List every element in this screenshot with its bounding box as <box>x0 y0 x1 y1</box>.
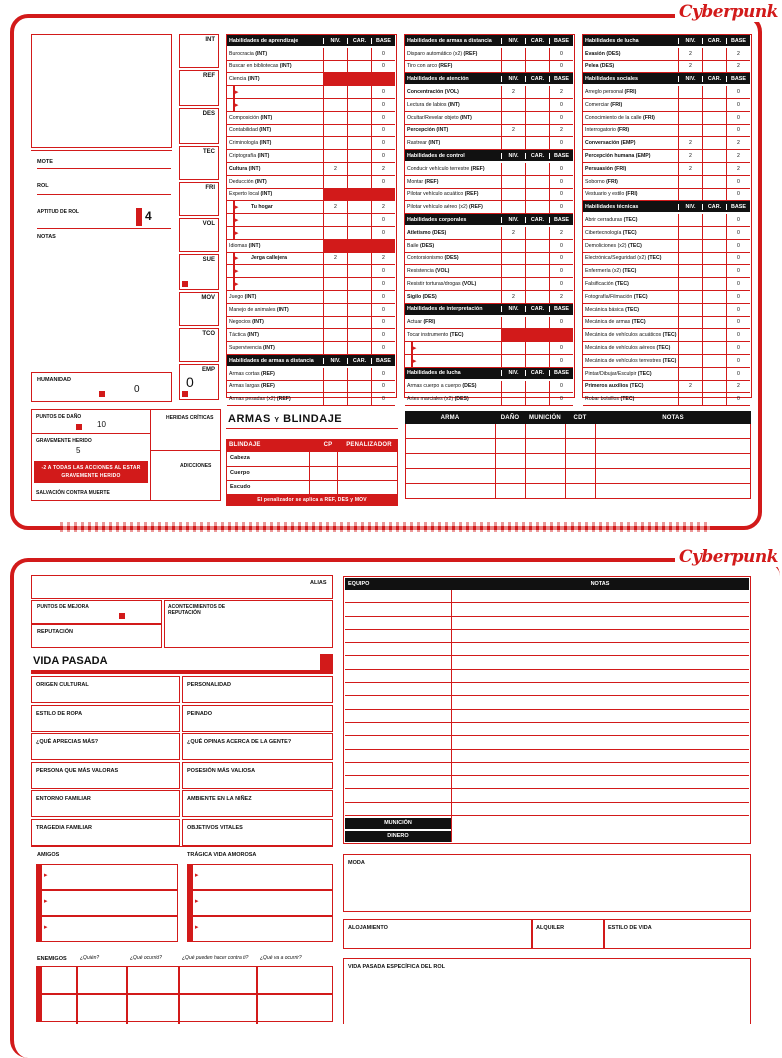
skill-row[interactable]: Pintar/Dibujar/Esculpir (TEC) 0 <box>583 368 750 381</box>
grave-penalty: -2 A TODAS LAS ACCIONES AL ESTAR GRAVEMENTE HERIDO <box>34 461 148 483</box>
skill-row[interactable]: Evasión (DES) 2 2 <box>583 48 750 61</box>
stat-tco[interactable]: TCO <box>179 328 219 362</box>
skill-row[interactable]: Tiro con arco (REF) 0 <box>405 61 573 74</box>
vida-field[interactable]: TRAGEDIA FAMILIAR <box>31 819 180 846</box>
skill-row[interactable]: Mecánica de vehículos terrestres (TEC) 0 <box>583 355 750 368</box>
aptitud-marker <box>136 208 142 226</box>
skill-row[interactable]: Actuar (FRI) 0 <box>405 317 573 330</box>
weapons-header: ARMA DAÑO MUNICIÓN CDT NOTAS <box>405 411 751 424</box>
arrow-icon: ▸ <box>233 201 249 213</box>
skill-row[interactable]: Composición (INT) 0 <box>227 112 395 125</box>
stat-sue[interactable]: SUE <box>179 254 219 290</box>
skill-row[interactable]: Resistir torturas/drogas (VOL) 0 <box>405 278 573 291</box>
skill-row[interactable]: Idiomas (INT) <box>227 240 395 253</box>
rol-label: ROL <box>37 183 49 189</box>
stat-des[interactable]: DES <box>179 108 219 144</box>
blindaje-cabeza: Cabeza <box>230 455 250 461</box>
skill-specialty-row[interactable]: ▸ 0 <box>227 278 395 291</box>
skill-row[interactable]: Cibertecnología (TEC) 0 <box>583 227 750 240</box>
vida-field[interactable]: AMBIENTE EN LA NIÑEZ <box>182 790 333 817</box>
arrow-icon: ▸ <box>411 342 427 354</box>
emp-value: 0 <box>186 374 194 390</box>
weapon-row[interactable] <box>405 454 751 469</box>
blindaje-escudo: Escudo <box>230 484 251 490</box>
skill-row[interactable]: Conducir vehículo terrestre (REF) 0 <box>405 163 573 176</box>
equipo-row[interactable] <box>345 657 749 670</box>
grave-value[interactable]: 5 <box>76 446 81 455</box>
skill-row[interactable]: Ciencia (INT) <box>227 73 395 86</box>
grave-label: GRAVEMENTE HERIDO <box>36 438 92 444</box>
skill-group-header: Habilidades de armas a distancia NIV. CAR. BASE <box>405 35 573 46</box>
puntos-dano-label: PUNTOS DE DAÑO <box>36 414 82 420</box>
vida-field[interactable]: OBJETIVOS VITALES <box>182 819 333 846</box>
humanidad-value[interactable]: 0 <box>134 384 140 395</box>
aptitud-label: APTITUD DE ROL <box>37 209 79 215</box>
skill-row[interactable]: Lectura de labios (INT) 0 <box>405 99 573 112</box>
skill-group-header: Habilidades de lucha NIV. CAR. BASE <box>405 368 573 379</box>
salvacion-label: SALVACIÓN CONTRA MUERTE <box>36 490 110 496</box>
equipo-row[interactable] <box>345 776 749 789</box>
skill-row[interactable]: Mecánica de armas (TEC) 0 <box>583 317 750 330</box>
humanidad-label: HUMANIDAD <box>37 377 71 383</box>
skill-specialty-row[interactable]: ▸ 0 <box>227 99 395 112</box>
skill-group-header: Habilidades de control NIV. CAR. BASE <box>405 150 573 161</box>
vida-field[interactable]: ¿QUÉ OPINAS ACERCA DE LA GENTE? <box>182 733 333 760</box>
vida-field[interactable]: ENTORNO FAMILIAR <box>31 790 180 817</box>
arrow-icon: ▸ <box>233 265 249 277</box>
equipo-row[interactable] <box>345 710 749 723</box>
skill-row[interactable]: Primeros auxilios (TEC) 2 2 <box>583 381 750 394</box>
skill-row[interactable]: Armas largas (REF) 0 <box>227 381 395 394</box>
skill-specialty-row[interactable]: ▸ Tu hogar 2 2 <box>227 201 395 214</box>
equipo-row[interactable] <box>345 617 749 630</box>
skill-row[interactable]: Robar bolsillos (TEC) 0 <box>583 393 750 406</box>
vida-field[interactable]: PEINADO <box>182 705 333 732</box>
skill-row[interactable]: Contorsionismo (DES) 0 <box>405 253 573 266</box>
skill-row[interactable]: Baile (DES) 0 <box>405 240 573 253</box>
skill-row[interactable]: Mecánica de vehículos acuáticos (TEC) 0 <box>583 329 750 342</box>
weapon-row[interactable] <box>405 439 751 454</box>
arrow-icon: ▸ <box>233 278 249 290</box>
stat-mov[interactable]: MOV <box>179 292 219 326</box>
equipo-header: EQUIPO NOTAS <box>345 578 749 590</box>
blindaje-header: BLINDAJE CP PENALIZADOR <box>226 439 398 451</box>
page-divider <box>60 522 710 532</box>
skill-row[interactable]: Comerciar (FRI) 0 <box>583 99 750 112</box>
skill-row[interactable]: Fotografía/Filmación (TEC) 0 <box>583 291 750 304</box>
skill-row[interactable]: Vestuario y estilo (FRI) 0 <box>583 189 750 202</box>
heridas-label: HERIDAS CRÍTICAS <box>166 415 214 421</box>
skill-specialty-row[interactable]: ▸ 0 <box>227 86 395 99</box>
amigos-label: AMIGOS <box>37 852 60 858</box>
tragica-row[interactable] <box>187 864 333 890</box>
equipo-row[interactable] <box>345 696 749 709</box>
equipo-row[interactable] <box>345 803 749 816</box>
skill-row[interactable]: Mecánica de vehículos aéreos (TEC) 0 <box>583 342 750 355</box>
skill-row[interactable]: Burocracia (INT) 0 <box>227 48 395 61</box>
brand-logo-2: Cyberpunk <box>675 547 782 567</box>
arrow-icon: ▸ <box>195 924 199 931</box>
alias-label: ALIAS <box>310 580 327 586</box>
arrow-icon: ▸ <box>195 898 199 905</box>
arrow-icon: ▸ <box>233 253 249 265</box>
mote-label: MOTE <box>37 159 53 165</box>
skill-group-header: Habilidades sociales NIV. CAR. BASE <box>583 73 750 84</box>
enemigo-row[interactable] <box>36 966 333 994</box>
skill-group-header: Habilidades de armas a distancia NIV. CAR. BASE <box>227 355 395 366</box>
stat-tec[interactable]: TEC <box>179 146 219 180</box>
skills-column-2 <box>404 34 575 403</box>
brand-logo: Cyberpunk <box>675 2 782 22</box>
skill-group-header: Habilidades de lucha NIV. CAR. BASE <box>583 35 750 46</box>
skill-row[interactable]: Interrogatorio (FRI) 0 <box>583 125 750 138</box>
tragica-row[interactable] <box>187 916 333 942</box>
equipo-row[interactable] <box>345 670 749 683</box>
amigo-row[interactable] <box>36 890 178 916</box>
skill-row[interactable]: Pilotar vehículo acuático (REF) 0 <box>405 189 573 202</box>
equipo-row[interactable] <box>345 603 749 616</box>
reput-label: REPUTACIÓN <box>37 629 73 635</box>
skill-row[interactable]: Cultura (INT) 2 2 <box>227 163 395 176</box>
arrow-icon: ▸ <box>233 99 249 111</box>
skill-row[interactable]: Ocultar/Revelar objeto (INT) 0 <box>405 112 573 125</box>
skill-row[interactable]: Rastrear (INT) 0 <box>405 137 573 150</box>
skill-row[interactable]: Táctica (INT) 0 <box>227 329 395 342</box>
skill-row[interactable]: Percepción humana (EMP) 2 2 <box>583 150 750 163</box>
portrait-box[interactable] <box>31 34 172 148</box>
equipo-row[interactable] <box>345 723 749 736</box>
skill-row[interactable]: Disparo automático (x2) (REF) 0 <box>405 48 573 61</box>
equipo-row[interactable] <box>345 630 749 643</box>
skill-row[interactable]: Atletismo (DES) 2 2 <box>405 227 573 240</box>
equipo-row[interactable] <box>345 763 749 776</box>
arrow-icon: ▸ <box>233 214 249 226</box>
vida-title: VIDA PASADA <box>33 655 108 667</box>
vida-field[interactable]: PERSONA QUE MÁS VALORAS <box>31 762 180 789</box>
skill-row[interactable]: Negocios (INT) 0 <box>227 317 395 330</box>
municion-label: MUNICIÓN <box>345 818 451 829</box>
skill-group-header: Habilidades de atención NIV. CAR. BASE <box>405 73 573 84</box>
skills-column-3 <box>582 34 752 403</box>
skill-specialty-row[interactable]: ▸ 0 <box>405 342 573 355</box>
skill-row[interactable]: Conocimiento de la calle (FRI) 0 <box>583 112 750 125</box>
alquiler-label: ALQUILER <box>536 925 565 931</box>
blindaje-cuerpo: Cuerpo <box>230 470 250 476</box>
vida-field[interactable]: ESTILO DE ROPA <box>31 705 180 732</box>
skill-specialty-row[interactable]: ▸ 0 <box>405 355 573 368</box>
moda-box[interactable] <box>343 854 751 912</box>
skill-row[interactable]: Mecánica básica (TEC) 0 <box>583 304 750 317</box>
puntos-dano-value[interactable]: 10 <box>97 420 106 429</box>
equipo-row[interactable] <box>345 683 749 696</box>
skill-row[interactable]: Soborno (FRI) 0 <box>583 176 750 189</box>
vida-field[interactable]: PERSONALIDAD <box>182 676 333 703</box>
skill-row[interactable]: Tocar instrumento (TEC) <box>405 329 573 342</box>
skill-row[interactable]: Artes marciales (x2) (DES) 0 <box>405 393 573 406</box>
skill-group-header: Habilidades de aprendizaje NIV. CAR. BASE <box>227 35 395 46</box>
arrow-icon: ▸ <box>44 924 48 931</box>
reput-box[interactable] <box>31 624 162 648</box>
arrow-icon: ▸ <box>44 872 48 879</box>
skill-row[interactable]: Pilotar vehículo aéreo (x2) (REF) 0 <box>405 201 573 214</box>
mejora-label: PUNTOS DE MEJORA <box>37 604 89 610</box>
stat-emp[interactable]: EMP <box>179 364 219 400</box>
stat-fri[interactable]: FRI <box>179 182 219 216</box>
skill-row[interactable]: Persuasión (FRI) 2 2 <box>583 163 750 176</box>
skill-row[interactable]: Deducción (INT) 0 <box>227 176 395 189</box>
skill-specialty-row[interactable]: ▸ 0 <box>227 214 395 227</box>
amigo-row[interactable] <box>36 916 178 942</box>
skill-row[interactable]: Electrónica/Seguridad (x2) (TEC) 0 <box>583 253 750 266</box>
arrow-icon: ▸ <box>233 86 249 98</box>
stat-vol[interactable]: VOL <box>179 218 219 252</box>
enemigo-column-header: ¿Qué pueden hacer contra ti? <box>182 955 249 961</box>
arrow-icon: ▸ <box>411 355 427 367</box>
enemigo-column-header: ¿Qué ocurrió? <box>130 955 162 961</box>
aloj-label: ALOJAMIENTO <box>348 925 388 931</box>
vida-field[interactable]: ¿QUÉ APRECIAS MÁS? <box>31 733 180 760</box>
skill-row[interactable]: Demoliciones (x2) (TEC) 0 <box>583 240 750 253</box>
estilo-label: ESTILO DE VIDA <box>608 925 652 931</box>
skill-row[interactable]: Contabilidad (INT) 0 <box>227 125 395 138</box>
page1-top-stripe <box>170 14 590 18</box>
enemigos-label: ENEMIGOS <box>37 956 67 962</box>
tragica-label: TRÁGICA VIDA AMOROSA <box>187 852 257 858</box>
equipo-row[interactable] <box>345 750 749 763</box>
skill-row[interactable]: Buscar en bibliotecas (INT) 0 <box>227 61 395 74</box>
equipo-row[interactable] <box>345 790 749 803</box>
armas-title: ARMAS Y BLINDAJE <box>228 413 343 425</box>
skill-row[interactable]: Sigilo (DES) 2 2 <box>405 291 573 304</box>
stat-int[interactable]: INT <box>179 34 219 68</box>
health-left <box>31 409 151 501</box>
skill-specialty-row[interactable]: ▸ 0 <box>227 265 395 278</box>
skill-row[interactable]: Armas cortas (REF) 0 <box>227 368 395 381</box>
aloj-box[interactable] <box>343 919 751 949</box>
skill-row[interactable]: Percepción (INT) 2 2 <box>405 125 573 138</box>
enemigo-row[interactable] <box>36 994 333 1022</box>
arrow-icon: ▸ <box>233 227 249 239</box>
skill-row[interactable]: Montar (REF) 0 <box>405 176 573 189</box>
moda-label: MODA <box>348 860 365 866</box>
skill-row[interactable]: Concentración (VOL) 2 2 <box>405 86 573 99</box>
skill-row[interactable]: Enfermería (x2) (TEC) 0 <box>583 265 750 278</box>
vpr-label: VIDA PASADA ESPECÍFICA DEL ROL <box>348 964 445 970</box>
equipo-row[interactable] <box>345 736 749 749</box>
enemigo-column-header: ¿Quién? <box>80 955 100 961</box>
skill-row[interactable]: Experto local (INT) <box>227 189 395 202</box>
skill-group-header: Habilidades de interpretación NIV. CAR. BASE <box>405 304 573 315</box>
aptitud-value[interactable]: 4 <box>145 209 152 223</box>
vida-field[interactable]: ORIGEN CULTURAL <box>31 676 180 703</box>
equipo-row[interactable] <box>345 643 749 656</box>
stat-ref[interactable]: REF <box>179 70 219 106</box>
skill-row[interactable]: Armas pesadas (x2) (REF) 0 <box>227 393 395 406</box>
skill-specialty-row[interactable]: ▸ Jerga callejera 2 2 <box>227 253 395 266</box>
vida-field[interactable]: POSESIÓN MÁS VALIOSA <box>182 762 333 789</box>
tragica-row[interactable] <box>187 890 333 916</box>
skill-row[interactable]: Criminología (INT) 0 <box>227 137 395 150</box>
skill-row[interactable]: Arreglo personal (FRI) 0 <box>583 86 750 99</box>
equipo-row[interactable] <box>345 590 749 603</box>
weapon-row[interactable] <box>405 469 751 484</box>
skill-row[interactable]: Abrir cerraduras (TEC) 0 <box>583 214 750 227</box>
skill-row[interactable]: Falsificación (TEC) 0 <box>583 278 750 291</box>
notas-label: NOTAS <box>37 234 56 240</box>
skill-row[interactable]: Resistencia (VOL) 0 <box>405 265 573 278</box>
skills-column-1 <box>226 34 397 403</box>
skill-row[interactable]: Juego (INT) 0 <box>227 291 395 304</box>
enemigo-column-header: ¿Qué va a ocurrir? <box>260 955 302 961</box>
weapon-row[interactable] <box>405 424 751 439</box>
skill-row[interactable]: Manejo de animales (INT) 0 <box>227 304 395 317</box>
skill-row[interactable]: Conversación (EMP) 2 2 <box>583 137 750 150</box>
skill-specialty-row[interactable]: ▸ 0 <box>227 227 395 240</box>
skill-group-header: Habilidades corporales NIV. CAR. BASE <box>405 214 573 225</box>
adicciones-label: ADICCIONES <box>180 463 212 469</box>
penalizador-note: El penalizador se aplica a REF, DES y MOV <box>226 495 398 506</box>
skill-row[interactable]: Criptografía (INT) 0 <box>227 150 395 163</box>
arrow-icon: ▸ <box>195 872 199 879</box>
blindaje-table <box>226 451 398 495</box>
bio-box <box>31 150 172 370</box>
alias-box[interactable] <box>31 575 333 599</box>
arrow-icon: ▸ <box>44 898 48 905</box>
skill-row[interactable]: Pelea (DES) 2 2 <box>583 61 750 74</box>
acont-label: ACONTECIMIENTOS DE REPUTACIÓN <box>168 604 226 616</box>
skill-row[interactable]: Armas cuerpo a cuerpo (DES) 0 <box>405 381 573 394</box>
skill-group-header: Habilidades técnicas NIV. CAR. BASE <box>583 201 750 212</box>
skill-row[interactable]: Supervivencia (INT) 0 <box>227 342 395 355</box>
amigo-row[interactable] <box>36 864 178 890</box>
dinero-label: DINERO <box>345 831 451 842</box>
weapon-row[interactable] <box>405 484 751 499</box>
